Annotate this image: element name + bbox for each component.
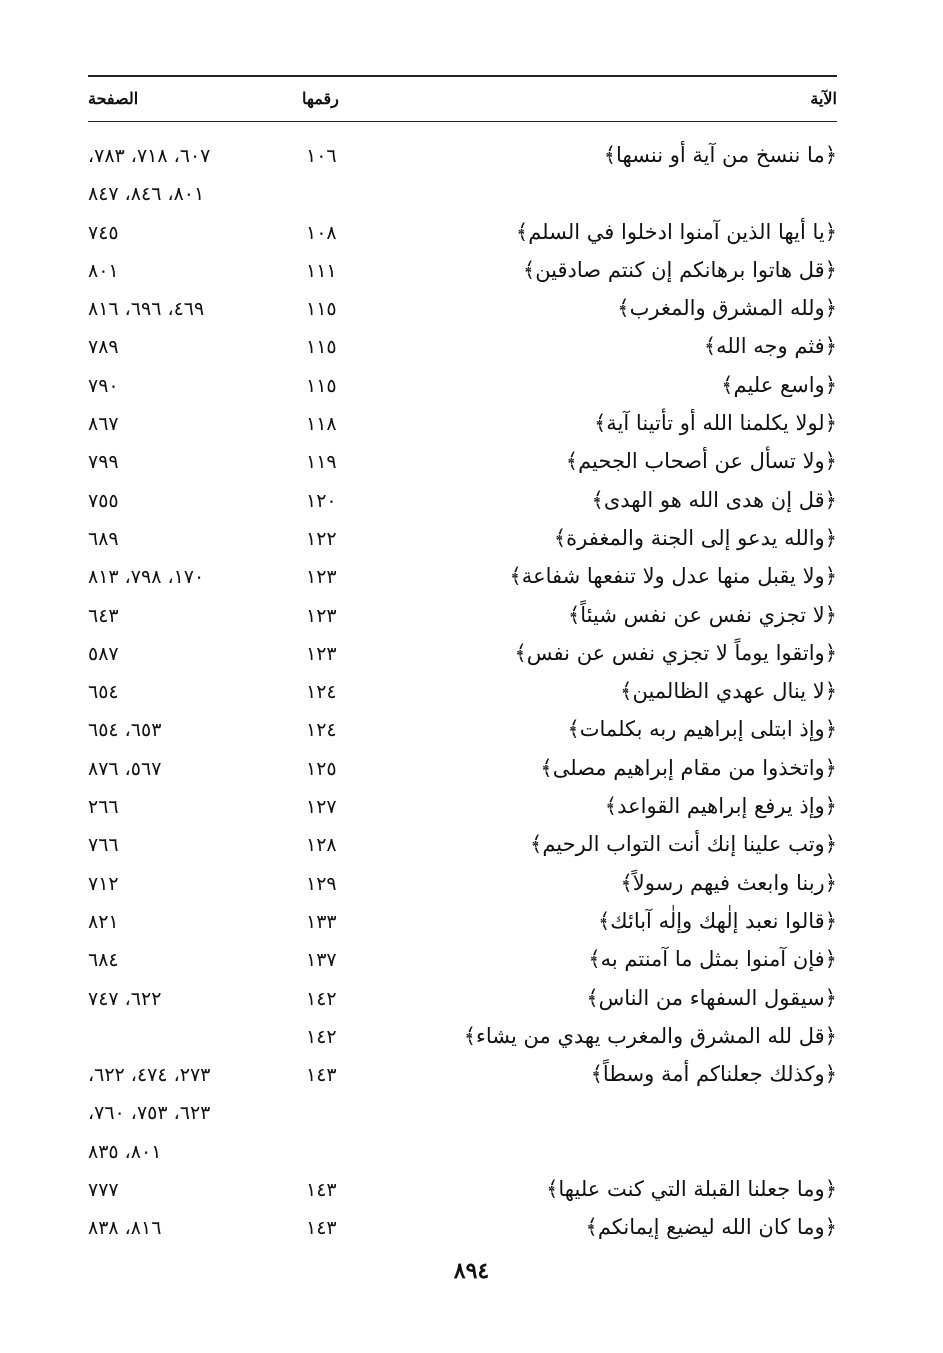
table-header — [88, 83, 837, 117]
ayah-number: ١١٥ — [306, 336, 337, 359]
page-references: ٢٦٦ — [88, 796, 119, 819]
ayah-number: ١٤٣ — [306, 1217, 337, 1240]
ayah-number: ١١٨ — [306, 413, 337, 436]
table-row — [88, 943, 837, 981]
page-references: ٦٤٣ — [88, 604, 119, 627]
ayah-number: ١٤٢ — [306, 987, 337, 1010]
ayah-text: ﴿ولله المشرق والمغرب﴾ — [617, 296, 837, 321]
table-row — [88, 905, 837, 943]
ayah-text: ﴿واسع عليم﴾ — [721, 372, 837, 397]
ayah-text: ﴿قل هاتوا برهانكم إن كنتم صادقين﴾ — [522, 257, 837, 282]
page-references: ٧٧٧ — [88, 1179, 119, 1202]
table-row — [88, 254, 837, 292]
page-references: ١٧٠، ٧٩٨، ٨١٣ — [88, 566, 205, 589]
page-references: ٧٩٠ — [88, 374, 119, 397]
page-references: ٦٢٣، ٧٥٣، ٧٦٠، — [88, 1102, 211, 1125]
page-references: ٦٠٧، ٧١٨، ٧٨٣، — [88, 145, 211, 167]
table-row — [88, 369, 837, 407]
table-row — [88, 1020, 837, 1058]
ayah-number: ١١٩ — [306, 451, 337, 474]
table-row — [88, 330, 837, 368]
table-row — [88, 292, 837, 330]
page-references: ٧١٢ — [88, 872, 119, 895]
page-references: ٦٢٢، ٧٤٧ — [88, 987, 162, 1010]
ayah-text: ﴿ما ننسخ من آية أو ننسها﴾ — [603, 143, 837, 167]
ayah-text: ﴿وكذلك جعلناكم أمة وسطاً﴾ — [590, 1062, 837, 1087]
ayah-text: ﴿واتقوا يوماً لا تجزي نفس عن نفس﴾ — [514, 640, 837, 665]
table-row — [88, 752, 837, 790]
table-row — [88, 867, 837, 905]
table-row — [88, 1211, 837, 1249]
ayah-number: ١١٥ — [306, 298, 337, 321]
ayah-text: ﴿ربنا وابعث فيهم رسولاً﴾ — [620, 870, 837, 895]
ayah-text: ﴿قالوا نعبد إلٰهك وإلٰه آبائك﴾ — [597, 908, 837, 933]
header-number: رقمها — [302, 89, 339, 108]
ayah-text: ﴿قل إن هدى الله هو الهدى﴾ — [591, 487, 837, 512]
ayah-number: ١٢٩ — [306, 872, 337, 895]
table-row — [88, 713, 837, 751]
table-row — [88, 216, 837, 254]
ayah-number: ١٢٥ — [306, 757, 337, 780]
page-references: ٧٥٥ — [88, 489, 119, 512]
ayah-number: ١٢٤ — [306, 719, 337, 742]
ayah-text: ﴿واتخذوا من مقام إبراهيم مصلى﴾ — [540, 755, 837, 780]
page-references: ٧٦٦ — [88, 834, 119, 857]
ayah-number: ١٢٤ — [306, 681, 337, 704]
ayah-text: ﴿قل لله المشرق والمغرب يهدي من يشاء﴾ — [463, 1023, 837, 1048]
page-references: ٥٨٧ — [88, 642, 119, 665]
ayah-number: ١٢٣ — [306, 566, 337, 589]
ayah-number: ١٣٧ — [306, 949, 337, 972]
ayah-number: ١٤٣ — [306, 1179, 337, 1202]
ayah-text: ﴿وما جعلنا القبلة التي كنت عليها﴾ — [546, 1177, 837, 1202]
ayah-text: ﴿وإذ ابتلى إبراهيم ربه بكلمات﴾ — [567, 717, 837, 742]
ayah-text: ﴿لا تجزي نفس عن نفس شيئاً﴾ — [567, 602, 837, 627]
ayah-number: ١٣٣ — [306, 910, 337, 933]
ayah-text: ﴿لولا يكلمنا الله أو تأتينا آية﴾ — [594, 411, 837, 436]
ayah-number: ١٢٨ — [306, 834, 337, 857]
ayah-text: ﴿والله يدعو إلى الجنة والمغفرة﴾ — [553, 525, 837, 550]
ayah-number: ١٢٧ — [306, 796, 337, 819]
ayah-number: ١٢٢ — [306, 527, 337, 550]
ayah-text: ﴿ولا يقبل منها عدل ولا تنفعها شفاعة﴾ — [509, 564, 837, 589]
ayah-text: ﴿فثم وجه الله﴾ — [703, 334, 837, 359]
table-row — [88, 828, 837, 866]
page-references: ٧٤٥ — [88, 221, 119, 244]
ayah-number: ١١١ — [306, 259, 337, 282]
table-row — [88, 1096, 837, 1134]
header-page: الصفحة — [88, 89, 139, 108]
page-references: ٨٠١ — [88, 259, 119, 282]
ayah-text: ﴿يا أيها الذين آمنوا ادخلوا في السلم﴾ — [515, 219, 837, 244]
page-references: ٧٩٩ — [88, 451, 119, 474]
index-rows — [88, 139, 837, 1250]
page-references: ٨١٦، ٨٣٨ — [88, 1217, 162, 1240]
table-row — [88, 599, 837, 637]
page-references: ٨٦٧ — [88, 413, 119, 436]
ayah-number: ١٤٣ — [306, 1064, 337, 1087]
table-row — [88, 484, 837, 522]
ayah-text: ﴿وإذ يرفع إبراهيم القواعد﴾ — [604, 794, 837, 819]
header-rule — [88, 121, 837, 122]
table-row — [88, 790, 837, 828]
header-ayah: الآية — [810, 89, 837, 108]
page-references: ٨٠١، ٨٤٦، ٨٤٧ — [88, 183, 205, 206]
page-references: ٦٥٣، ٦٥٤ — [88, 719, 162, 742]
page-number: ٨٩٤ — [453, 1258, 490, 1284]
ayah-number: ١١٥ — [306, 374, 337, 397]
page-references: ٢٧٣، ٤٧٤، ٦٢٢، — [88, 1064, 211, 1087]
table-row — [88, 139, 837, 177]
table-row — [88, 675, 837, 713]
page-references: ٦٨٩ — [88, 527, 119, 550]
page-references: ٥٦٧، ٨٧٦ — [88, 757, 162, 780]
ayah-text: ﴿سيقول السفهاء من الناس﴾ — [586, 985, 837, 1010]
page-references: ٨٠١، ٨٣٥ — [88, 1140, 162, 1163]
table-row — [88, 1058, 837, 1096]
ayah-text: ﴿لا ينال عهدي الظالمين﴾ — [620, 679, 837, 704]
page-references: ٨٢١ — [88, 910, 119, 933]
table-row — [88, 982, 837, 1020]
page-references: ٧٨٩ — [88, 336, 119, 359]
ayah-text: ﴿فإن آمنوا بمثل ما آمنتم به﴾ — [588, 947, 837, 972]
page-references: ٦٨٤ — [88, 949, 119, 972]
table-row — [88, 522, 837, 560]
table-row — [88, 407, 837, 445]
ayah-number: ١٢٣ — [306, 604, 337, 627]
page-references: ٤٦٩، ٦٩٦، ٨١٦ — [88, 298, 205, 321]
top-rule — [88, 75, 837, 77]
table-row — [88, 637, 837, 675]
table-row — [88, 177, 837, 215]
table-row — [88, 445, 837, 483]
table-row — [88, 560, 837, 598]
ayah-number: ١٤٢ — [306, 1025, 337, 1048]
ayah-number: ١٢٣ — [306, 642, 337, 665]
ayah-text: ﴿وتب علينا إنك أنت التواب الرحيم﴾ — [530, 832, 837, 857]
ayah-number: ١٢٠ — [306, 489, 337, 512]
ayah-number: ١٠٨ — [306, 221, 337, 244]
page-references: ٦٥٤ — [88, 681, 119, 704]
ayah-text: ﴿وما كان الله ليضيع إيمانكم﴾ — [585, 1215, 837, 1240]
ayah-text: ﴿ولا تسأل عن أصحاب الجحيم﴾ — [565, 449, 837, 474]
table-row — [88, 1135, 837, 1173]
table-row — [88, 1173, 837, 1211]
ayah-number: ١٠٦ — [306, 145, 337, 167]
